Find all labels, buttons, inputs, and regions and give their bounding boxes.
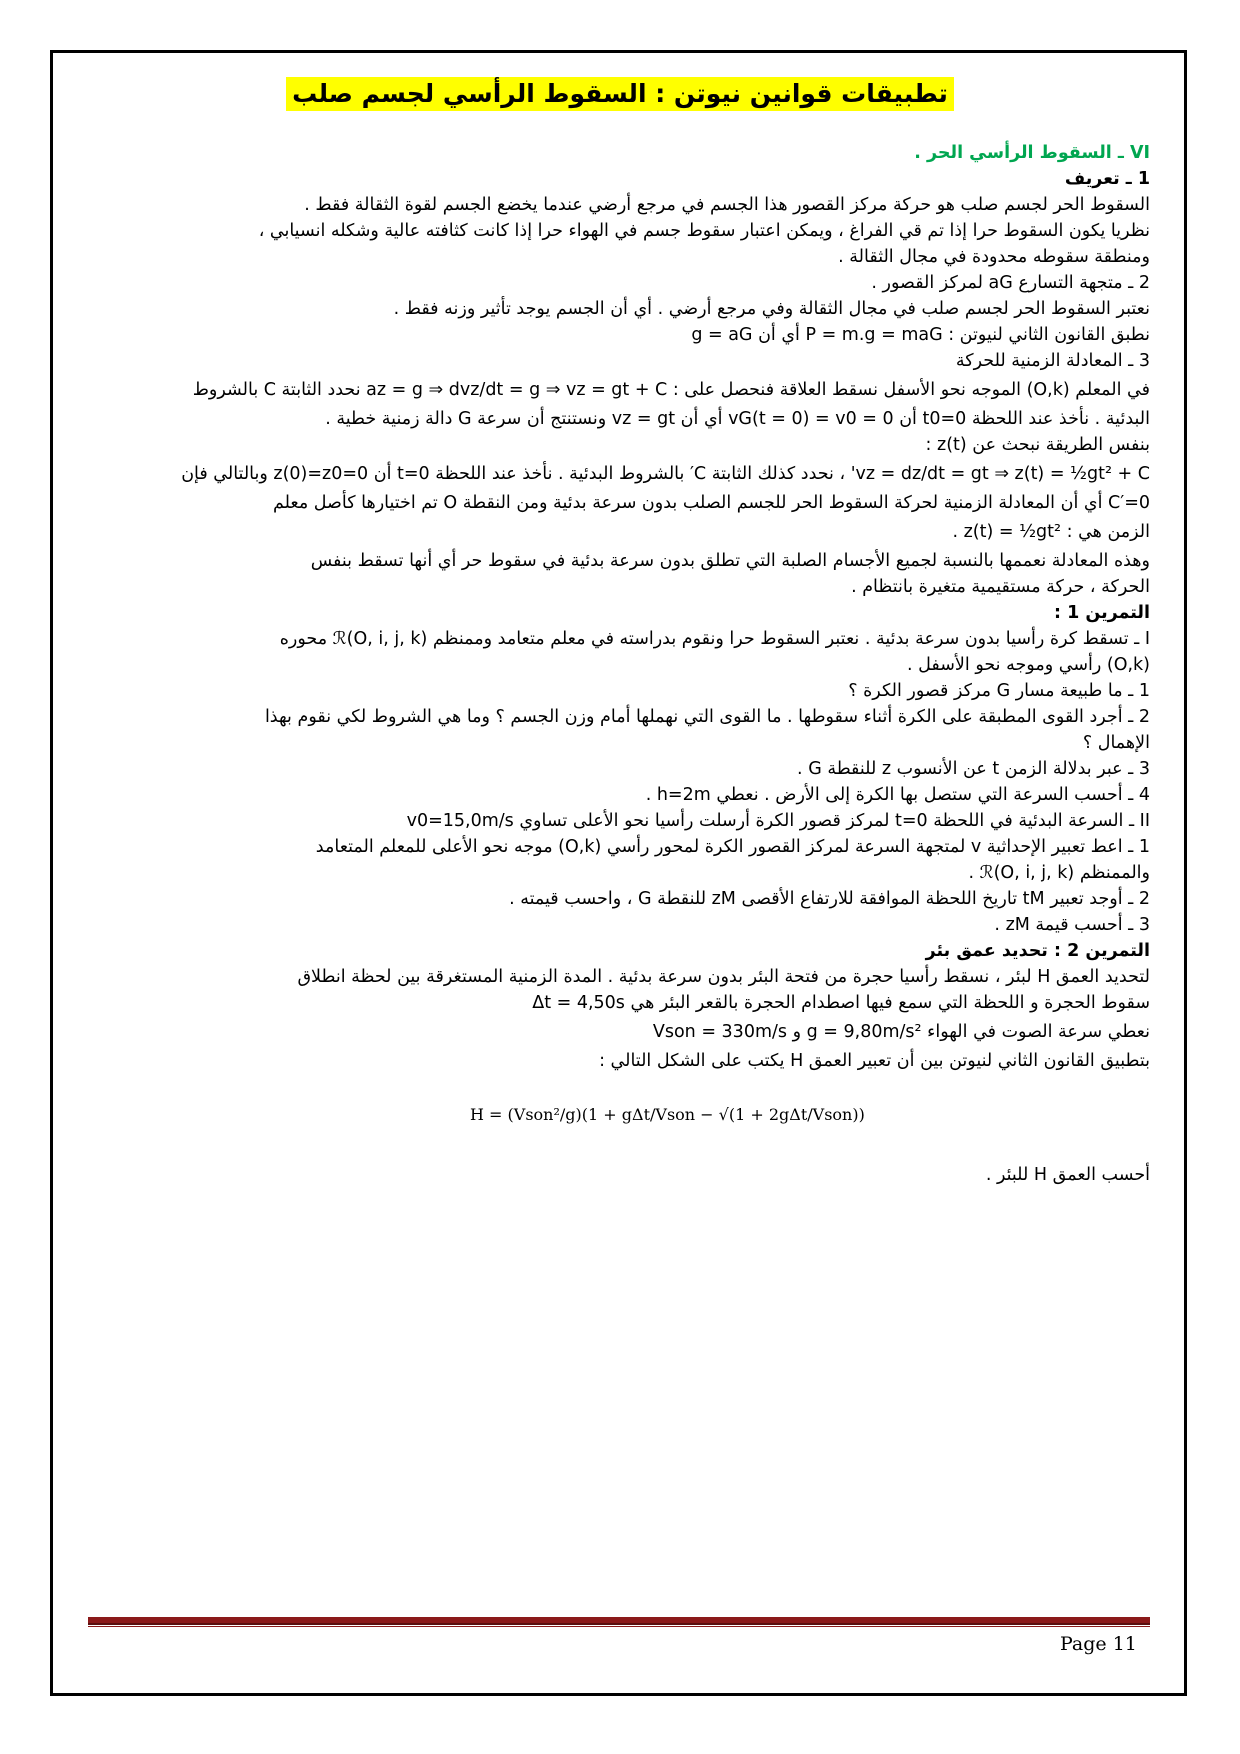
footer-rule-thin xyxy=(88,1626,1150,1627)
text-line: I ـ تسقط كرة رأسيا بدون سرعة بدئية . نعتبر السقوط حرا ونقوم بدراسته في معلم متعامد وممنظم ℛ(O, i, j, k) محوره xyxy=(279,629,1150,649)
text-line: السقوط الحر لجسم صلب هو حركة مركز القصور هذا الجسم في مرجع أرضي عندما يخضع الجسم لقوة الثقالة فقط . xyxy=(304,195,1150,215)
text-line: 3 ـ المعادلة الزمنية للحركة xyxy=(955,351,1150,371)
text-line: نطبق القانون الثاني لنيوتن : P = m.g = maG أي أن g = aG xyxy=(691,325,1150,345)
text-line: C′=0 أي أن المعادلة الزمنية لحركة السقوط الحر للجسم الصلب بدون سرعة بدئية ومن النقطة O تم اختيارها كأصل معلم xyxy=(272,493,1150,513)
title-container xyxy=(0,77,1240,111)
page-title: تطبيقات قوانين نيوتن : السقوط الرأسي لجسم صلب xyxy=(286,77,954,111)
text-line: بنفس الطريقة نبحث عن z(t) : xyxy=(925,435,1150,455)
text-line: الحركة ، حركة مستقيمية متغيرة بانتظام . xyxy=(851,577,1150,597)
text-line: نعتبر السقوط الحر لجسم صلب في مجال الثقالة وفي مرجع أرضي . أي أن الجسم يوجد تأثير وزنه فقط . xyxy=(393,299,1150,319)
text-line: 3 ـ عبر بدلالة الزمن t عن الأنسوب z للنقطة G . xyxy=(797,759,1150,779)
text-line: والممنظم ℛ(O, i, j, k) . xyxy=(968,863,1150,883)
text-line: vz = dz/dt = gt ⇒ z(t) = ½gt² + C' ، نحدد كذلك الثابتة C′ بالشروط البدئية . نأخذ عند اللحظة t=0 أن z(0)=z0=0 وبالتالي فإن xyxy=(181,464,1150,484)
text-line: 2 ـ متجهة التسارع aG لمركز القصور . xyxy=(871,273,1150,293)
text-line: 1 ـ تعريف xyxy=(1064,169,1150,189)
text-line: ومنطقة سقوطه محدودة في مجال الثقالة . xyxy=(838,247,1150,267)
page-number: Page 11 xyxy=(1060,1633,1137,1655)
text-line: وهذه المعادلة نعممها بالنسبة لجميع الأجسام الصلبة التي تطلق بدون سرعة بدئية في سقوط حر أي أنها تسقط بنفس xyxy=(310,551,1150,571)
text-line: التمرين 2 : تحديد عمق بئر xyxy=(925,941,1150,961)
text-line: 3 ـ أحسب قيمة zM . xyxy=(994,915,1150,935)
text-line: الزمن هي : z(t) = ½gt² . xyxy=(952,522,1150,542)
text-line: II ـ السرعة البدئية في اللحظة t=0 لمركز قصور الكرة أرسلت رأسيا نحو الأعلى تساوي v0=15,0m/s xyxy=(406,811,1150,831)
text-line: في المعلم (O,k) الموجه نحو الأسفل نسقط العلاقة فنحصل على : az = g ⇒ dvz/dt = g ⇒ vz = gt + C نحدد الثابتة C بالشروط xyxy=(192,380,1150,400)
text-line: 2 ـ أجرد القوى المطبقة على الكرة أثناء سقوطها . ما القوى التي نهملها أمام وزن الجسم ؟ وما هي الشروط لكي نقوم بهذا xyxy=(264,707,1150,727)
text-line: 2 ـ أوجد تعبير tM تاريخ اللحظة الموافقة للارتفاع الأقصى zM للنقطة G ، واحسب قيمته . xyxy=(509,889,1150,909)
text-line: بتطبيق القانون الثاني لنيوتن بين أن تعبير العمق H يكتب على الشكل التالي : xyxy=(599,1051,1150,1071)
depth-formula xyxy=(88,1080,1150,1152)
text-line: 4 ـ أحسب السرعة التي ستصل بها الكرة إلى الأرض . نعطي h=2m . xyxy=(645,785,1150,805)
text-line: أحسب العمق H للبئر . xyxy=(985,1165,1150,1185)
formula-text: H = (Vson²/g)(1 + gΔt/Vson − √(1 + 2gΔt/Vson)) xyxy=(470,1105,865,1124)
text-line: (O,k) رأسي وموجه نحو الأسفل . xyxy=(907,655,1150,675)
text-line: لتحديد العمق H لبئر ، نسقط رأسيا حجرة من فتحة البئر بدون سرعة بدئية . المدة الزمنية المستغرقة بين لحظة انطلاق xyxy=(297,967,1150,987)
text-line: 1 ـ ما طبيعة مسار G مركز قصور الكرة ؟ xyxy=(848,681,1150,701)
footer-rule xyxy=(88,1617,1150,1625)
text-line: سقوط الحجرة و اللحظة التي سمع فيها اصطدام الحجرة بالقعر البئر هي Δt = 4,50s xyxy=(532,993,1150,1013)
text-line: VI ـ السقوط الرأسي الحر . xyxy=(914,143,1150,163)
text-line: نظريا يكون السقوط حرا إذا تم قي الفراغ ، ويمكن اعتبار سقوط جسم في الهواء حرا إذا كانت كثافته عالية وشكله انسيابي ، xyxy=(258,221,1150,241)
text-line: البدئية . نأخذ عند اللحظة t0=0 أن vG(t = 0) = v0 = 0 أي أن vz = gt ونستنتج أن سرعة G دالة زمنية خطية . xyxy=(325,409,1150,429)
formula-graphic xyxy=(466,1080,865,1150)
text-line: نعطي سرعة الصوت في الهواء g = 9,80m/s² و Vson = 330m/s xyxy=(652,1022,1150,1042)
document-body xyxy=(88,140,1150,1188)
text-line: التمرين 1 : xyxy=(1053,603,1150,623)
text-line: الإهمال ؟ xyxy=(1082,733,1150,753)
text-line: 1 ـ اعط تعبير الإحداثية v لمتجهة السرعة لمركز القصور الكرة لمحور رأسي (O,k) موجه نحو الأعلى للمعلم المتعامد xyxy=(315,837,1150,857)
